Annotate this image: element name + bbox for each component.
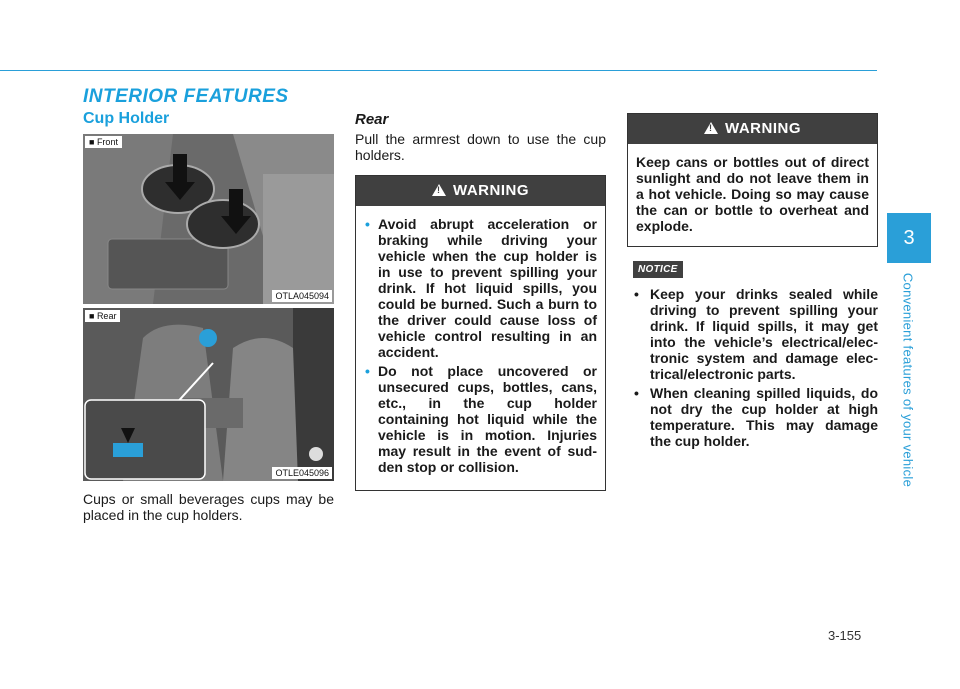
rear-photo-tag: ■ Rear	[85, 310, 120, 322]
cup-holder-heading: Cup Holder	[83, 110, 170, 127]
bullet-icon: •	[634, 286, 639, 302]
rear-warning-item: • Do not place uncovered or unsecured cups, bottles, cans, etc., in the cup holder containing hot liquid while the vehicle is in motion. Injuries may result in the event of sud-den stop or collision.	[365, 363, 597, 475]
front-photo-code: OTLA045094	[272, 290, 332, 302]
rear-body-text: Pull the armrest down to use the cup holders.	[355, 131, 606, 163]
sunlight-warning-box	[627, 113, 878, 247]
sunlight-warning-header: !WARNING	[628, 114, 877, 144]
bullet-icon: •	[365, 216, 370, 232]
notice-item: • Keep your drinks sealed while driving to prevent spilling your drink. If liquid spills, it may get into the vehicle’s electrical/elec-tronic system and damage elec-trical/electronic parts.	[634, 286, 878, 382]
rear-warning-box	[355, 175, 606, 491]
section-title: INTERIOR FEATURES	[83, 86, 289, 107]
cup-holder-body-text: Cups or small beverages cups may be placed in the cup holders.	[83, 491, 334, 523]
notice-badge: NOTICE	[633, 261, 683, 278]
page-number: 3-155	[828, 628, 862, 643]
rear-warning-header: !WARNING	[356, 176, 605, 206]
rear-heading: Rear	[355, 111, 389, 128]
chapter-tab: 3	[887, 213, 931, 263]
rear-cup-holder-photo	[83, 308, 334, 481]
top-rule	[0, 70, 877, 71]
column-warning-notice	[627, 113, 878, 452]
rear-photo-code: OTLE045096	[272, 467, 332, 479]
column-cup-holder	[83, 108, 334, 523]
warning-triangle-icon	[432, 184, 446, 196]
column-rear	[355, 108, 606, 491]
rear-warning-body	[356, 206, 605, 490]
bullet-icon: •	[634, 385, 639, 401]
sunlight-warning-text: Keep cans or bottles out of direct sunlight and do not leave them in a hot vehicle. Doing so may cause the can or bottle to overheat and explode.	[636, 154, 869, 234]
chapter-label: Convenient features of your vehicle	[900, 272, 916, 488]
front-photo-illustration	[83, 134, 334, 304]
bullet-icon: •	[365, 363, 370, 379]
warning-triangle-icon	[704, 122, 718, 134]
rear-photo-illustration	[83, 308, 334, 481]
front-cup-holder-photo	[83, 134, 334, 304]
notice-item: • When cleaning spilled liquids, do not dry the cup holder at high temperature. This may damage the cup holder.	[634, 385, 878, 449]
front-photo-tag: ■ Front	[85, 136, 122, 148]
sunlight-warning-body	[628, 144, 877, 246]
rear-warning-item: • Avoid abrupt acceleration or braking while driving your vehicle when the cup holder is in use to prevent spilling your drink. If hot liquid spills, you could be burned. Such a burn to the driver could cause loss of vehicle control resulting in an accident.	[365, 216, 597, 360]
